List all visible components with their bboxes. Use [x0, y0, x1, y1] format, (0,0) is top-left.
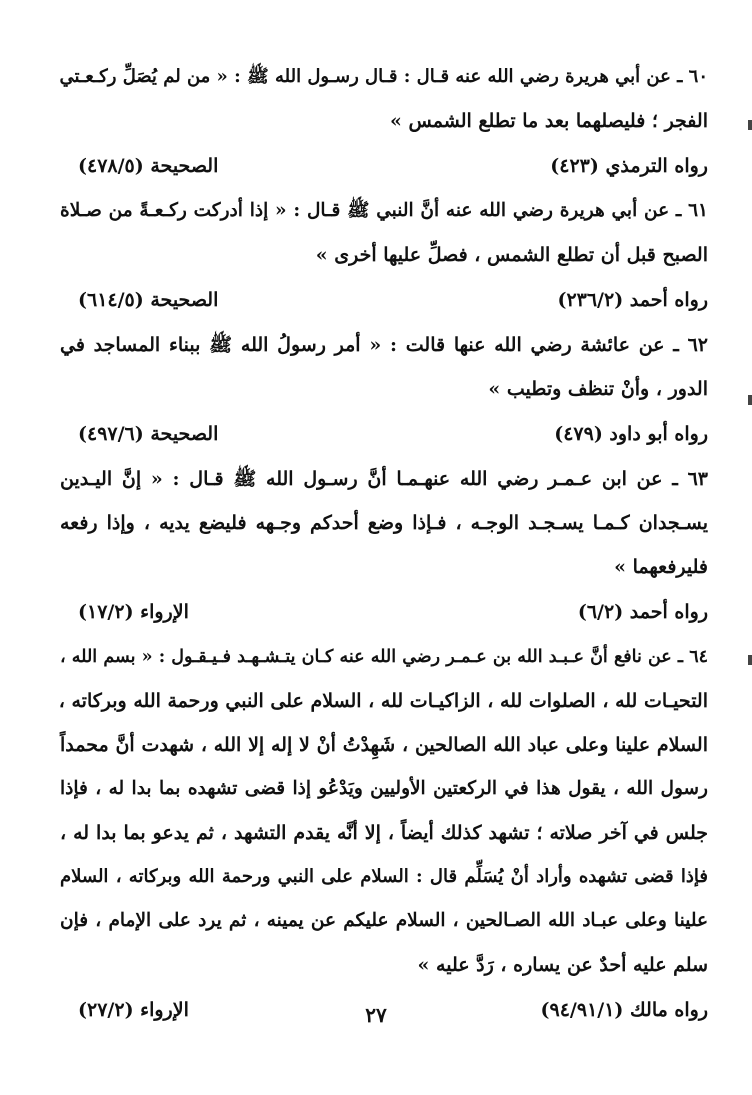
hadith-text-line: الفجر ؛ فليصلهما بعد ما تطلع الشمس » [390, 110, 708, 132]
hadith-63 [60, 457, 708, 635]
hadith-grade: الصحيحة (٦١٤/٥) [78, 289, 219, 311]
hadith-text-line: فليرفعهما » [614, 556, 708, 578]
hadith-text-line: السلام علينا وعلى عباد الله الصالحين ، شَهِدْتُ أنْ لا إله إلا الله ، شهدت أنَّ محمداً [60, 734, 708, 756]
hadith-62 [60, 323, 708, 457]
hadith-text-line: رسول الله ، يقول هذا في الركعتين الأوليين ويَدْعُو إذا قضى تشهده بما بدا له ، فإذا [60, 778, 708, 799]
hadith-60 [60, 55, 708, 189]
margin-mark [748, 395, 752, 405]
hadith-text-line: جلس في آخر صلاته ؛ تشهد كذلك أيضاً ، إلا أنَّه يقدم التشهد ، ثم يدعو بما بدا له ، [60, 822, 708, 844]
hadith-source: رواه أبو داود (٤٧٩) [554, 423, 708, 445]
hadith-64 [60, 635, 708, 1033]
hadith-text-line: الدور ، وأنْ تنظف وتطيب » [488, 378, 708, 400]
page-number: ٢٧ [365, 1003, 387, 1027]
hadith-reference [60, 589, 708, 635]
hadith-text-line: ٦٤ ـ عن نافع أنَّ عـبـد الله بن عـمـر رضي الله عنه كـان يتـشـهـد فـيـقـول : « بسم الله ، [60, 647, 708, 667]
hadith-reference [60, 143, 708, 189]
hadith-grade: الإرواء (٢٧/٢) [78, 999, 189, 1021]
hadith-text-line: ٦٢ ـ عن عائشة رضي الله عنها قالت : « أمر رسولُ الله ﷺ ببناء المساجد في [60, 334, 708, 356]
page-body [60, 55, 708, 1033]
hadith-text-line: ٦١ ـ عن أبي هريرة رضي الله عنه أنَّ النبي ﷺ قـال : « إذا أدركت ركـعـةً من صـلاة [60, 200, 708, 221]
hadith-source: رواه أحمد (٢٣٦/٢) [557, 289, 708, 311]
hadith-text-line: الصبح قبل أن تطلع الشمس ، فصلِّ عليها أخرى » [315, 244, 708, 266]
margin-mark [748, 655, 752, 665]
hadith-reference [60, 277, 708, 323]
hadith-61 [60, 189, 708, 323]
hadith-source: رواه الترمذي (٤٢٣) [550, 155, 708, 177]
hadith-grade: الإرواء (١٧/٢) [78, 601, 189, 623]
hadith-grade: الصحيحة (٤٧٨/٥) [78, 155, 219, 177]
hadith-text-line: يسـجدان كـمـا يسـجـد الوجـه ، فـإذا وضع أحدكم وجـهه فليضع يديه ، وإذا رفعه [60, 512, 708, 534]
margin-mark [748, 120, 752, 130]
hadith-source: رواه مالك (٩٤/٩١/١) [540, 999, 708, 1021]
hadith-source: رواه أحمد (٦/٢) [577, 601, 708, 623]
hadith-text-line: سلم عليه أحدٌ عن يساره ، رَدَّ عليه » [417, 954, 708, 976]
hadith-grade: الصحيحة (٤٩٧/٦) [78, 423, 219, 445]
hadith-text-line: فإذا قضى تشهده وأراد أنْ يُسَلِّم قال : السلام على النبي ورحمة الله وبركاته ، السلام [60, 866, 708, 887]
hadith-reference [60, 411, 708, 457]
hadith-text-line: ٦٣ ـ عن ابن عـمـر رضي الله عنهـمـا أنَّ رسـول الله ﷺ قـال : « إنَّ اليـدين [60, 468, 708, 490]
hadith-text-line: ٦٠ ـ عن أبي هريرة رضي الله عنه قـال : قـال رسـول الله ﷺ : « من لم يُصَلِّ ركـعـتي [59, 66, 708, 87]
hadith-text-line: علينا وعلى عبـاد الله الصـالحين ، السلام عليكم عن يمينه ، ثم يرد على الإمام ، فإن [60, 910, 708, 931]
hadith-text-line: التحيـات لله ، الصلوات لله ، الزاكيـات لله ، السلام على النبي ورحمة الله وبركاته ، [58, 690, 708, 712]
